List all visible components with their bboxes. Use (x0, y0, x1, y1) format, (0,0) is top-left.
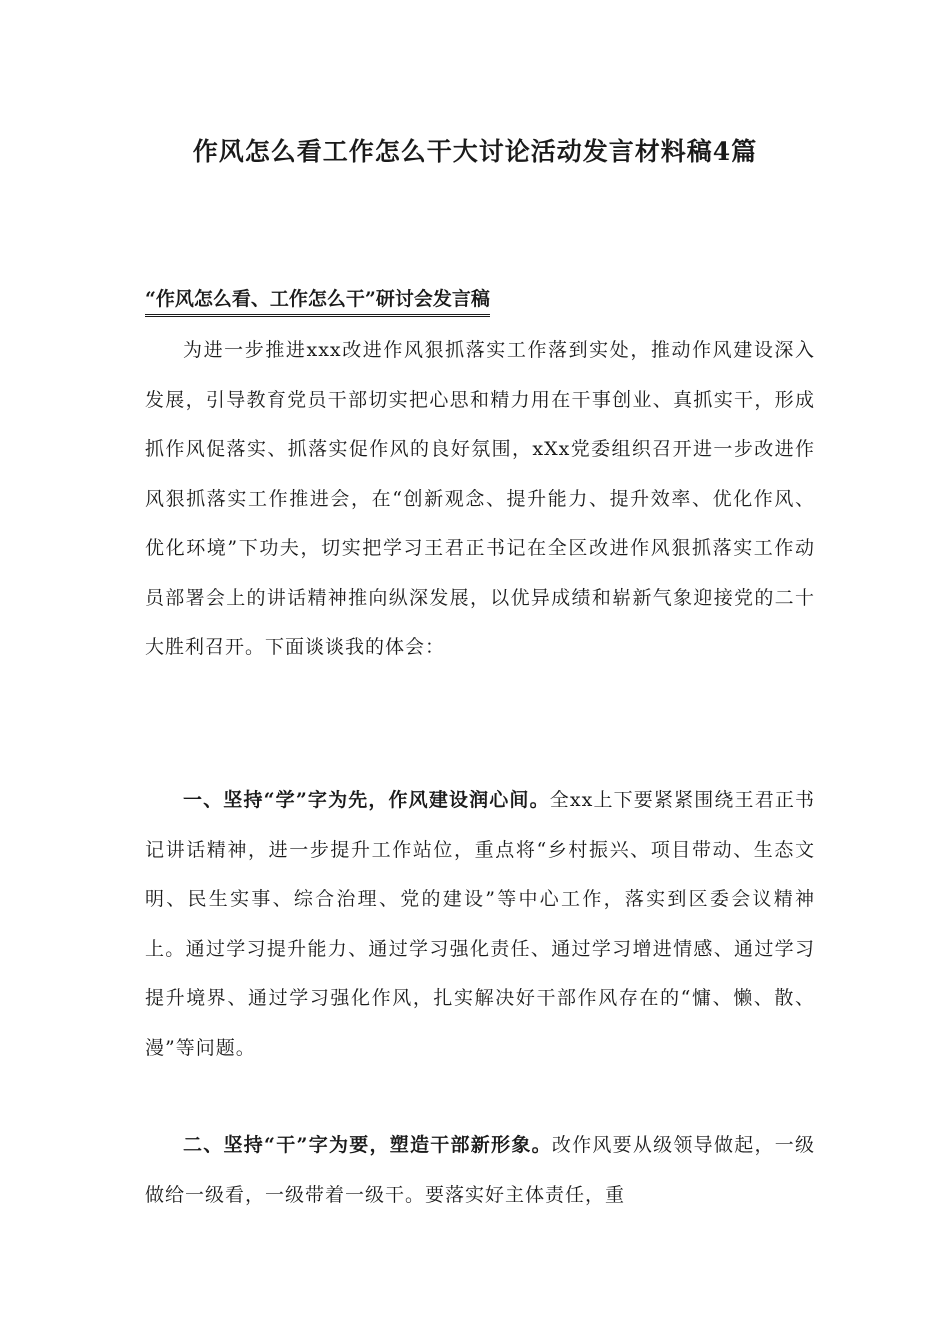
paragraph-intro (145, 326, 815, 673)
paragraph-point-one (145, 776, 815, 1073)
paragraph-text: 改作风要从级领导做起，一级做给一级看，一级带着一级干。要落实好主体责任，重 (145, 1134, 815, 1206)
document-title: 作风怎么看工作怎么干大讨论活动发言材料稿4篇 (192, 137, 758, 166)
paragraph-lead: 二、坚持“干”字为要，塑造干部新形象。 (183, 1134, 552, 1156)
paragraph-lead: 一、坚持“学”字为先，作风建设润心间。 (183, 789, 550, 811)
paragraph-text: 为进一步推进xxx改进作风狠抓落实工作落到实处，推动作风建设深入发展，引导教育党员干部切实把心思和精力用在干事创业、真抓实干，形成抓作风促落实、抓落实促作风的良好氛围，xXx党委组织召开进一步改进作风狠抓落实工作推进会，在“创新观念、提升能力、提升效率、优化作风、优化环境”下功夫，切实把学习王君正书记在全区改进作风狠抓落实工作动员部署会上的讲话精神推向纵深发展，以优异成绩和崭新气象迎接党的二十大胜利召开。下面谈谈我的体会： (145, 339, 815, 658)
paragraph-text: 全xx上下要紧紧围绕王君正书记讲话精神，进一步提升工作站位，重点将“乡村振兴、项目带动、生态文明、民生实事、综合治理、党的建设”等中心工作，落实到区委会议精神上。通过学习提升能力、通过学习强化责任、通过学习增进情感、通过学习提升境界、通过学习强化作风，扎实解决好干部作风存在的“慵、懒、散、漫”等问题。 (145, 789, 816, 1059)
section-heading: “作风怎么看、工作怎么干”研讨会发言稿 (145, 286, 490, 317)
paragraph-point-two (145, 1121, 815, 1220)
